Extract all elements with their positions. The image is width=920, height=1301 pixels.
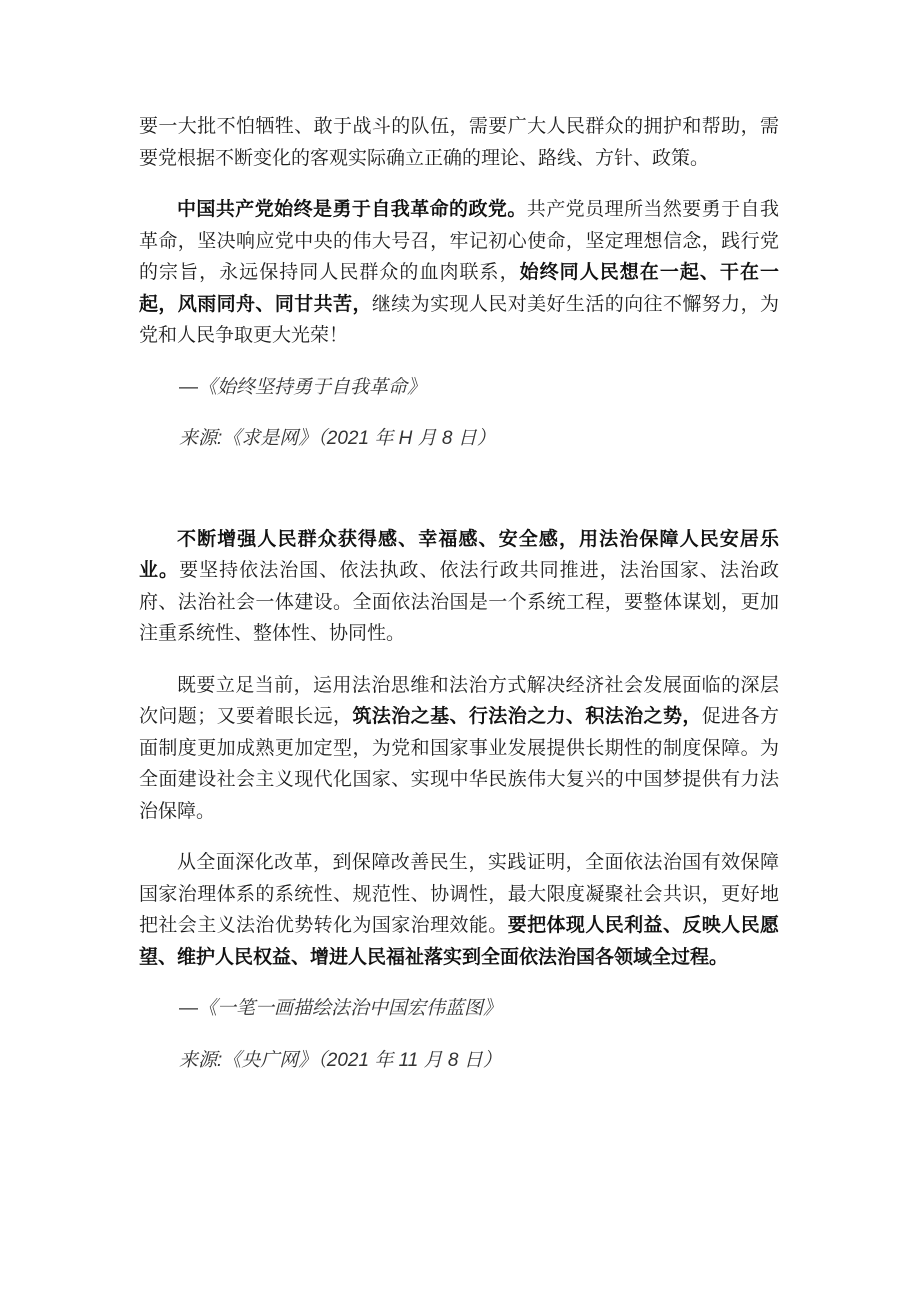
quote-dash: — bbox=[179, 376, 198, 398]
paragraph-text: 要坚持依法治国、依法执政、依法行政共同推进，法治国家、法治政府、法治社会一体建设。全面依法治国是一个系统工程，要整体谋划，更加注重系统性、整体性、协同性。 bbox=[139, 559, 779, 644]
paragraph-text: 既要立足当前，运用法治思维和法治方式解决经济社会发展面临的深层次问题；又要着眼长远， bbox=[139, 673, 779, 727]
section-spacer bbox=[139, 475, 779, 524]
paragraph-rule-of-law-foundation bbox=[139, 670, 779, 828]
paragraph-text: 继续为实现人民对美好生活的向往不懈努力，为党和人民争取更大光荣！ bbox=[139, 292, 779, 346]
paragraph-continuation bbox=[139, 111, 779, 174]
paragraph-text: 从全面深化改革，到保障改善民生，实践证明，全面依法治国有效保障国家治理体系的系统性、规范性、协调性，最大限度凝聚社会共识，更好地把社会主义法治优势转化为国家治理效能。 bbox=[139, 851, 779, 936]
paragraph-text: 促进各方面制度更加成熟更加定型，为党和国家事业发展提供长期性的制度保障。为全面建设社会主义现代化国家、实现中华民族伟大复兴的中国梦提供有力法治保障。 bbox=[139, 705, 779, 822]
source-text: 来源:《央广网》（2021 年 11 月 8 日） bbox=[179, 1049, 502, 1071]
bold-lead-text: 中国共产党始终是勇于自我革命的政党。 bbox=[177, 198, 527, 220]
quote-attribution bbox=[179, 993, 779, 1025]
source-text: 来源:《求是网》（2021 年 H 月 8 日） bbox=[179, 428, 496, 449]
paragraph-text: 共产党员理所当然要勇于自我革命，坚决响应党中央的伟大号召，牢记初心使命，坚定理想信念，践行党的宗旨，永远保持同人民群众的血肉联系， bbox=[139, 198, 779, 283]
bold-emphasis-text: 要把体现人民利益、反映人民愿望、维护人民权益、增进人民福祉落实到全面依法治国各领域全过程。 bbox=[139, 914, 779, 968]
bold-emphasis-text: 始终同人民想在一起、干在一起，风雨同舟、同甘共苦， bbox=[139, 261, 779, 315]
document-body bbox=[139, 111, 779, 1096]
paragraph-self-revolution bbox=[139, 194, 779, 352]
paragraph-rule-of-law-lead bbox=[139, 524, 779, 650]
quote-attribution bbox=[179, 372, 779, 404]
quote-title: 《始终坚持勇于自我革命》 bbox=[198, 376, 427, 398]
bold-lead-text: 不断增强人民群众获得感、幸福感、安全感，用法治保障人民安居乐业。 bbox=[139, 527, 779, 581]
quote-dash: — bbox=[179, 998, 198, 1019]
paragraph-reform-practice bbox=[139, 847, 779, 973]
source-line bbox=[179, 423, 779, 455]
quote-title: 《一笔一画描绘法治中国宏伟蓝图》 bbox=[198, 998, 503, 1019]
bold-emphasis-text: 筑法治之基、行法治之力、积法治之势， bbox=[352, 705, 702, 727]
source-line bbox=[179, 1045, 779, 1077]
paragraph-text: 要一大批不怕牺牲、敢于战斗的队伍，需要广大人民群众的拥护和帮助，需要党根据不断变化的客观实际确立正确的理论、路线、方针、政策。 bbox=[139, 115, 779, 169]
